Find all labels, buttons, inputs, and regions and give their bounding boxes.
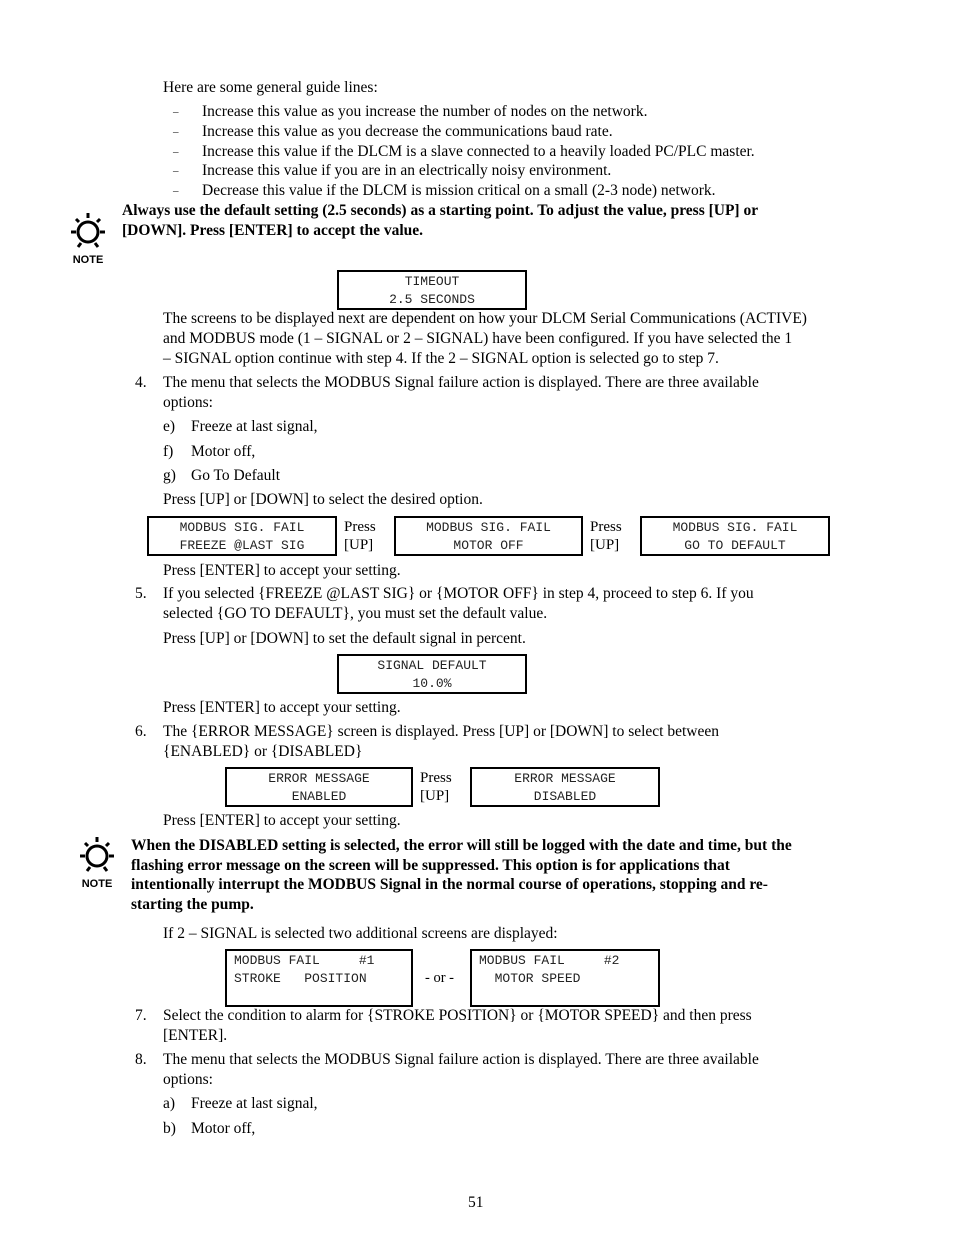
lcd-line: MODBUS SIG. FAIL xyxy=(426,520,551,535)
lcd-line: 10.0% xyxy=(412,675,452,691)
note-text-line: starting the pump. xyxy=(131,896,254,913)
step-text: selected {GO TO DEFAULT}, you must set the default value. xyxy=(163,605,548,622)
bullet-dash: – xyxy=(173,126,179,138)
instruction-text: Press [UP] or [DOWN] to select the desired option. xyxy=(163,491,483,508)
lcd-line: TIMEOUT xyxy=(404,274,460,289)
lcd-line: GO TO DEFAULT xyxy=(684,537,786,553)
bullet-dash: – xyxy=(173,106,179,118)
note-label: NOTE xyxy=(72,254,104,266)
step-text: [ENTER]. xyxy=(163,1027,228,1044)
list-item: Decrease this value if the DLCM is mission critical on a small (2-3 node) network. xyxy=(202,182,716,199)
note-text-line: intentionally interrupt the MODBUS Signal in the normal course of operations, stopping and re- xyxy=(131,876,768,893)
step-number: 7. xyxy=(135,1007,147,1024)
paragraph-line: The screens to be displayed next are dependent on how your DLCM Serial Communications (ACTIVE) xyxy=(163,310,807,327)
lcd-line: MOTOR SPEED xyxy=(479,970,581,986)
step-text: The {ERROR MESSAGE} screen is displayed. Press [UP] or [DOWN] to select between xyxy=(163,723,719,740)
step-text: Select the condition to alarm for {STROKE POSITION} or {MOTOR SPEED} and then press xyxy=(163,1007,752,1024)
note-text-line: [DOWN]. Press [ENTER] to accept the value. xyxy=(122,222,424,239)
note-label: NOTE xyxy=(81,878,113,890)
lcd-line: ERROR MESSAGE xyxy=(268,771,370,786)
option-text: Freeze at last signal, xyxy=(191,418,318,435)
lcd-line: ENABLED xyxy=(291,788,347,804)
lcd-line: 2.5 SECONDS xyxy=(389,291,475,307)
bullet-dash: – xyxy=(173,165,179,177)
lcd-go-default-screen xyxy=(640,516,830,556)
list-item: Increase this value as you decrease the communications baud rate. xyxy=(202,123,613,140)
step-number: 5. xyxy=(135,585,147,602)
bullet-dash: – xyxy=(173,146,179,158)
lcd-error-enabled-screen xyxy=(225,767,413,807)
lcd-line: DISABLED xyxy=(533,788,597,804)
lcd-line: STROKE POSITION xyxy=(234,970,367,986)
paragraph-line: If 2 – SIGNAL is selected two additional screens are displayed: xyxy=(163,925,558,942)
or-separator: - or - xyxy=(425,970,454,986)
list-item: Increase this value if the DLCM is a slave connected to a heavily loaded PC/PLC master. xyxy=(202,143,755,160)
instruction-text: Press [ENTER] to accept your setting. xyxy=(163,812,401,829)
note-text-line: Always use the default setting (2.5 seconds) as a starting point. To adjust the value, press [UP] or xyxy=(122,202,759,219)
option-letter: g) xyxy=(163,467,176,484)
note-icon xyxy=(68,210,108,266)
lcd-line: FREEZE @LAST SIG xyxy=(179,537,305,553)
lcd-fail2-screen xyxy=(470,949,660,1007)
lcd-motor-off-screen xyxy=(394,516,583,556)
page-number: 51 xyxy=(468,1194,484,1211)
instruction-text: Press [ENTER] to accept your setting. xyxy=(163,699,401,716)
instruction-text: Press [ENTER] to accept your setting. xyxy=(163,562,401,579)
lcd-line: SIGNAL DEFAULT xyxy=(377,658,487,673)
lcd-line: MOTOR OFF xyxy=(453,537,524,553)
lcd-signal-default-screen xyxy=(337,654,527,694)
step-text: The menu that selects the MODBUS Signal failure action is displayed. There are three available xyxy=(163,374,759,391)
lcd-fail1-screen xyxy=(225,949,413,1007)
step-number: 8. xyxy=(135,1051,147,1068)
step-text: {ENABLED} or {DISABLED} xyxy=(163,743,363,760)
step-text: The menu that selects the MODBUS Signal failure action is displayed. There are three available xyxy=(163,1051,759,1068)
press-up-label: Press [UP] xyxy=(420,770,452,804)
list-item: Increase this value if you are in an electrically noisy environment. xyxy=(202,162,612,179)
option-text: Freeze at last signal, xyxy=(191,1095,318,1112)
option-text: Go To Default xyxy=(191,467,281,484)
step-text: options: xyxy=(163,1071,213,1088)
option-letter: e) xyxy=(163,418,176,435)
list-item: Increase this value as you increase the number of nodes on the network. xyxy=(202,103,648,120)
lcd-line: MODBUS SIG. FAIL xyxy=(672,520,798,535)
lcd-line: ERROR MESSAGE xyxy=(514,771,616,786)
lcd-line: MODBUS FAIL #2 xyxy=(479,953,620,968)
step-text: options: xyxy=(163,394,213,411)
paragraph-line: – SIGNAL option continue with step 4. If the 2 – SIGNAL option is selected go to step 7. xyxy=(163,350,719,367)
step-number: 4. xyxy=(135,374,147,391)
lcd-line: MODBUS SIG. FAIL xyxy=(179,520,305,535)
paragraph-line: and MODBUS mode (1 – SIGNAL or 2 – SIGNAL) have been configured. If you have selected the 1 xyxy=(163,330,793,347)
note-text-line: flashing error message on the screen will be suppressed. This option is for applications that xyxy=(131,857,730,874)
intro-text: Here are some general guide lines: xyxy=(163,79,378,96)
lcd-error-disabled-screen xyxy=(470,767,660,807)
option-text: Motor off, xyxy=(191,1120,256,1137)
step-number: 6. xyxy=(135,723,147,740)
press-up-label: Press [UP] xyxy=(344,519,376,553)
press-up-label: Press [UP] xyxy=(590,519,622,553)
lcd-timeout-screen xyxy=(337,270,527,310)
note-icon xyxy=(77,834,117,890)
lcd-freeze-screen xyxy=(147,516,337,556)
step-text: If you selected {FREEZE @LAST SIG} or {MOTOR OFF} in step 4, proceed to step 6. If you xyxy=(163,585,754,602)
option-letter: a) xyxy=(163,1095,176,1112)
option-letter: b) xyxy=(163,1120,176,1137)
note-text-line: When the DISABLED setting is selected, the error will still be logged with the date and time, but the xyxy=(131,837,792,854)
lcd-line: MODBUS FAIL #1 xyxy=(234,953,375,968)
bullet-dash: – xyxy=(173,185,179,197)
option-text: Motor off, xyxy=(191,443,256,460)
option-letter: f) xyxy=(163,443,174,460)
instruction-text: Press [UP] or [DOWN] to set the default signal in percent. xyxy=(163,630,526,647)
